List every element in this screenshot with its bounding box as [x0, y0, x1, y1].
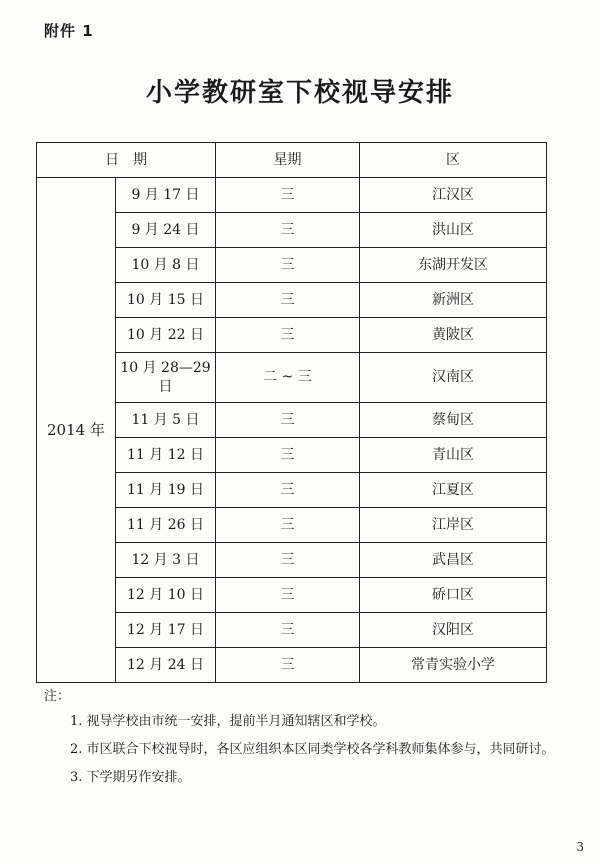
header-district: 区 — [360, 143, 547, 178]
date-cell: 12 月 3 日 — [116, 543, 216, 578]
district-cell: 江岸区 — [360, 508, 547, 543]
header-date: 日 期 — [37, 143, 216, 178]
date-cell: 12 月 10 日 — [116, 578, 216, 613]
year-cell: 2014 年 — [37, 178, 116, 683]
date-cell: 10 月 15 日 — [116, 283, 216, 318]
date-cell: 10 月 28—29 日 — [116, 353, 216, 403]
weekday-cell: 二 ~ 三 — [216, 353, 360, 403]
district-cell: 蔡甸区 — [360, 403, 547, 438]
note-item-1: 1. 视导学校由市统一安排，提前半月通知辖区和学校。 — [70, 713, 386, 729]
district-cell: 江夏区 — [360, 473, 547, 508]
district-cell: 黄陂区 — [360, 318, 547, 353]
table-row — [37, 178, 547, 213]
date-cell: 12 月 17 日 — [116, 613, 216, 648]
weekday-cell: 三 — [216, 248, 360, 283]
district-cell: 江汉区 — [360, 178, 547, 213]
table-header-row — [37, 143, 547, 178]
note-item-3: 3. 下学期另作安排。 — [70, 769, 191, 785]
weekday-cell: 三 — [216, 403, 360, 438]
district-cell: 东湖开发区 — [360, 248, 547, 283]
district-cell: 汉阳区 — [360, 613, 547, 648]
attachment-label: 附件 1 — [44, 22, 94, 40]
weekday-cell: 三 — [216, 613, 360, 648]
district-cell: 汉南区 — [360, 353, 547, 403]
weekday-cell: 三 — [216, 508, 360, 543]
weekday-cell: 三 — [216, 543, 360, 578]
weekday-cell: 三 — [216, 213, 360, 248]
page-number: 3 — [576, 840, 584, 854]
district-cell: 青山区 — [360, 438, 547, 473]
date-cell: 11 月 12 日 — [116, 438, 216, 473]
weekday-cell: 三 — [216, 283, 360, 318]
schedule-table — [36, 142, 547, 683]
weekday-cell: 三 — [216, 473, 360, 508]
date-cell: 9 月 17 日 — [116, 178, 216, 213]
notes-label: 注： — [44, 689, 71, 704]
date-cell: 10 月 8 日 — [116, 248, 216, 283]
date-cell: 12 月 24 日 — [116, 648, 216, 683]
district-cell: 洪山区 — [360, 213, 547, 248]
weekday-cell: 三 — [216, 178, 360, 213]
page-title: 小学教研室下校视导安排 — [145, 78, 454, 108]
date-cell: 11 月 19 日 — [116, 473, 216, 508]
notes-section — [44, 688, 564, 796]
header-weekday: 星期 — [216, 143, 360, 178]
weekday-cell: 三 — [216, 318, 360, 353]
district-cell: 武昌区 — [360, 543, 547, 578]
district-cell: 新洲区 — [360, 283, 547, 318]
note-item-2: 2. 市区联合下校视导时，各区应组织本区同类学校各学科教师集体参与，共同研讨。 — [70, 741, 555, 757]
weekday-cell: 三 — [216, 648, 360, 683]
date-cell: 9 月 24 日 — [116, 213, 216, 248]
date-cell: 11 月 5 日 — [116, 403, 216, 438]
weekday-cell: 三 — [216, 438, 360, 473]
district-cell: 硚口区 — [360, 578, 547, 613]
date-cell: 10 月 22 日 — [116, 318, 216, 353]
district-cell: 常青实验小学 — [360, 648, 547, 683]
weekday-cell: 三 — [216, 578, 360, 613]
date-cell: 11 月 26 日 — [116, 508, 216, 543]
